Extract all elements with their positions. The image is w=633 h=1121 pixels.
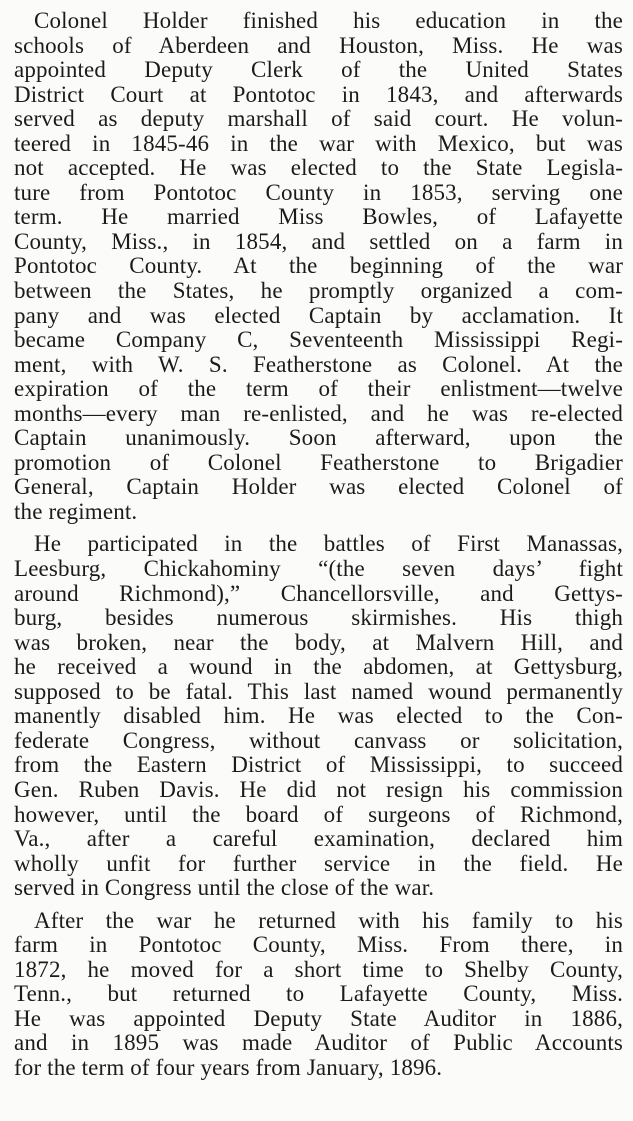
text-line: ture from Pontotoc County in 1853, serving one [14, 180, 623, 205]
paragraph-1 [14, 9, 623, 524]
text-line: however, until the board of surgeons of Richmond, [14, 802, 623, 827]
text-line: 1872, he moved for a short time to Shelby County, [14, 957, 623, 982]
text-line: Colonel Holder finished his education in the [34, 9, 623, 33]
text-line: manently disabled him. He was elected to the Con- [14, 704, 623, 729]
text-line: promotion of Colonel Featherstone to Brigadier [14, 450, 623, 475]
text-line: for the term of four years from January, 1896. [14, 1055, 443, 1080]
text-line: served in Congress until the close of the war. [14, 876, 435, 901]
text-line: Pontotoc County. At the beginning of the war [14, 254, 623, 279]
text-line: term. He married Miss Bowles, of Lafayette [14, 205, 623, 230]
paragraph-spacer [14, 524, 623, 532]
text-line: schools of Aberdeen and Houston, Miss. He was [14, 33, 623, 58]
text-line: between the States, he promptly organized a com- [14, 279, 623, 304]
text-line: Tenn., but returned to Lafayette County, Miss. [14, 982, 623, 1007]
text-line: wholly unfit for further service in the field. He [14, 851, 623, 876]
text-line: expiration of the term of their enlistment—twelve [14, 377, 623, 402]
text-line: pany and was elected Captain by acclamation. It [14, 303, 623, 328]
document-page [14, 9, 623, 1081]
text-line: federate Congress, without canvass or solicitation, [14, 728, 623, 753]
text-line: County, Miss., in 1854, and settled on a farm in [14, 229, 623, 254]
text-line: ment, with W. S. Featherstone as Colonel. At the [14, 352, 623, 377]
text-line: from the Eastern District of Mississippi, to succeed [14, 753, 623, 778]
text-line: he received a wound in the abdomen, at Gettysburg, [14, 655, 623, 680]
text-line: and in 1895 was made Auditor of Public Accounts [14, 1031, 623, 1056]
text-line: teered in 1845-46 in the war with Mexico, but was [14, 131, 623, 156]
text-line: appointed Deputy Clerk of the United States [14, 58, 623, 83]
text-line: After the war he returned with his family to his [34, 908, 623, 933]
text-line: Va., after a careful examination, declared him [14, 827, 623, 852]
text-line: was broken, near the body, at Malvern Hill, and [14, 630, 623, 655]
text-line: He was appointed Deputy State Auditor in 1886, [14, 1006, 623, 1031]
text-line: the regiment. [14, 499, 138, 524]
text-line: Leesburg, Chickahominy “(the seven days’ fight [14, 557, 623, 582]
paragraph-3 [14, 909, 623, 1081]
text-line: became Company C, Seventeenth Mississippi Regi- [14, 328, 623, 353]
text-line: burg, besides numerous skirmishes. His thigh [14, 606, 623, 631]
paragraph-spacer [14, 901, 623, 909]
text-line: served as deputy marshall of said court. He volun- [14, 107, 623, 132]
text-line: supposed to be fatal. This last named wound permanently [14, 679, 623, 704]
text-line: around Richmond),” Chancellorsville, and Gettys- [14, 581, 623, 606]
text-line: District Court at Pontotoc in 1843, and afterwards [14, 82, 623, 107]
text-line: not accepted. He was elected to the State Legisla- [14, 156, 623, 181]
paragraph-2 [14, 532, 623, 900]
text-line: He participated in the battles of First Manassas, [34, 532, 623, 557]
text-line: months—every man re-enlisted, and he was re-elected [14, 401, 623, 426]
text-line: farm in Pontotoc County, Miss. From there, in [14, 933, 623, 958]
text-line: General, Captain Holder was elected Colonel of [14, 475, 623, 500]
text-line: Gen. Ruben Davis. He did not resign his commission [14, 777, 623, 802]
text-line: Captain unanimously. Soon afterward, upon the [14, 426, 623, 451]
